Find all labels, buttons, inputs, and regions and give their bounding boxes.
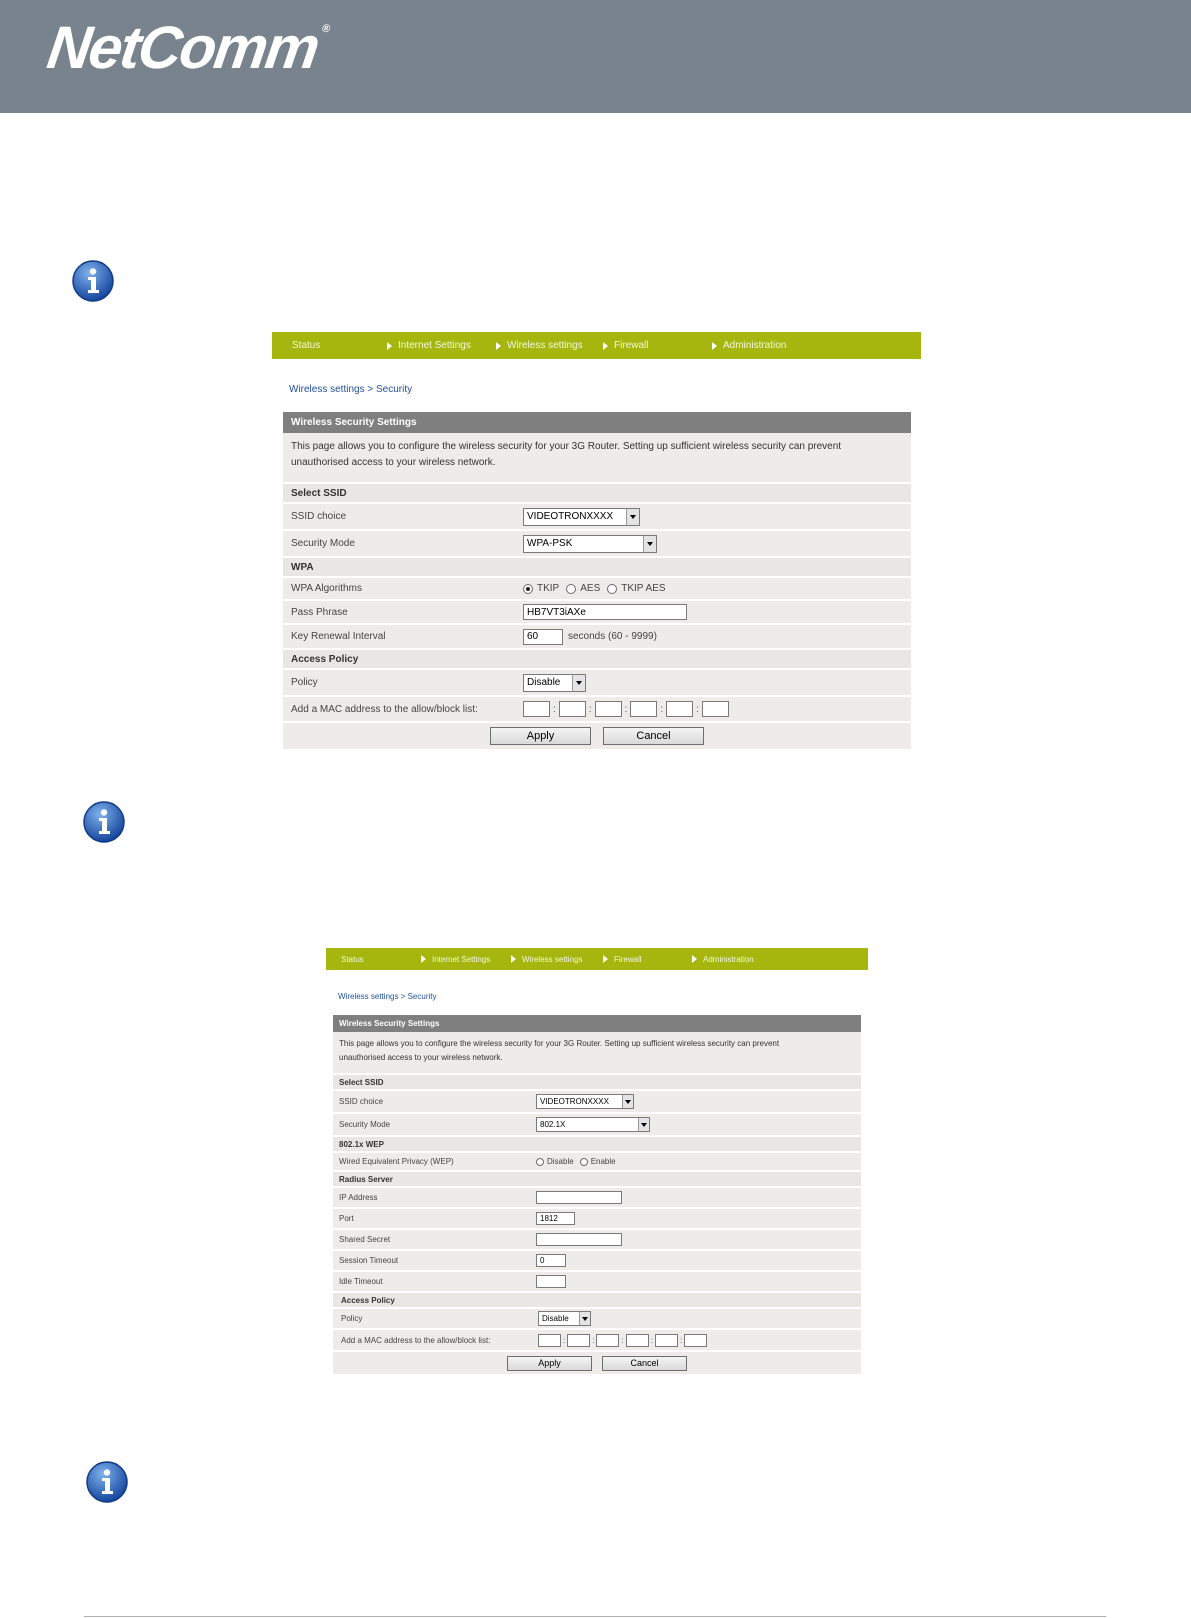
ssid-choice-select[interactable] [523, 508, 640, 526]
panel-title: Wireless Security Settings [283, 412, 911, 433]
mac-octet-input[interactable] [666, 701, 693, 717]
mac-separator: : [621, 1335, 624, 1345]
arrow-right-icon [603, 955, 608, 963]
radio-tkip[interactable] [523, 584, 533, 594]
section-access-policy: Access Policy [333, 1293, 861, 1309]
panel-description [333, 1032, 861, 1075]
mac-octet-input[interactable] [596, 1334, 619, 1347]
nav-item-firewall[interactable] [603, 332, 648, 359]
mac-octet-input[interactable] [626, 1334, 649, 1347]
shared-secret-row [333, 1230, 861, 1251]
nav-label: Firewall [614, 340, 649, 351]
chevron-down-icon [626, 509, 639, 525]
arrow-right-icon [692, 955, 697, 963]
nav-label: Internet Settings [398, 340, 471, 351]
field-label: Port [339, 1214, 354, 1223]
info-icon [71, 259, 115, 303]
port-input[interactable]: 1812 [536, 1212, 575, 1225]
section-access-policy: Access Policy [283, 650, 911, 670]
nav-item-wireless-settings[interactable] [511, 948, 582, 970]
chevron-down-icon [643, 536, 656, 552]
idle-timeout-row [333, 1272, 861, 1293]
session-timeout-input[interactable]: 0 [536, 1254, 566, 1267]
arrow-right-icon [603, 342, 608, 350]
field-label: Pass Phrase [291, 606, 348, 618]
policy-row [283, 670, 911, 697]
section-wpa: WPA [283, 558, 911, 578]
field-label: Add a MAC address to the allow/block list: [341, 1335, 491, 1345]
nav-item-status[interactable] [292, 332, 320, 359]
nav-item-internet-settings[interactable] [387, 332, 471, 359]
chevron-down-icon [622, 1095, 633, 1108]
panel-description [283, 433, 911, 484]
mac-octet-input[interactable] [523, 701, 550, 717]
mac-separator: : [650, 1335, 653, 1345]
arrow-right-icon [387, 342, 392, 350]
mac-octet-input[interactable] [702, 701, 729, 717]
mac-address-row [283, 697, 911, 723]
8021x-screenshot [326, 948, 868, 1383]
form-buttons [283, 723, 911, 749]
security-settings-panel [333, 1015, 861, 1374]
policy-select[interactable] [523, 674, 586, 692]
wpa-psk-screenshot [272, 332, 921, 752]
description-line: This page allows you to configure the wireless security for your 3G Router. Setting up sufficient wireless security can prevent [291, 441, 842, 452]
field-label: Wired Equivalent Privacy (WEP) [339, 1157, 454, 1166]
description-line: unauthorised access to your wireless network. [339, 1053, 503, 1062]
idle-timeout-input[interactable] [536, 1275, 566, 1288]
arrow-right-icon [712, 342, 717, 350]
option-label: AES [580, 583, 601, 594]
mac-octet-input[interactable] [538, 1334, 561, 1347]
session-timeout-row [333, 1251, 861, 1272]
nav-label: Administration [703, 954, 754, 964]
ip-address-input[interactable] [536, 1191, 622, 1204]
field-label: Idle Timeout [339, 1277, 383, 1286]
mac-octet-input[interactable] [567, 1334, 590, 1347]
mac-octet-input[interactable] [595, 701, 622, 717]
select-value: WPA-PSK [527, 538, 573, 549]
select-value: Disable [542, 1314, 569, 1323]
arrow-right-icon [421, 955, 426, 963]
mac-octet-input[interactable] [630, 701, 657, 717]
panel-title: Wireless Security Settings [333, 1015, 861, 1032]
ssid-choice-row [333, 1091, 861, 1114]
key-renewal-row [283, 625, 911, 650]
nav-item-wireless-settings[interactable] [496, 332, 583, 359]
pass-phrase-input[interactable]: HB7VT3iAXe [523, 604, 687, 620]
ip-address-row [333, 1188, 861, 1209]
nav-label: Wireless settings [507, 340, 583, 351]
select-value: VIDEOTRONXXXX [540, 1097, 609, 1106]
security-mode-select[interactable] [523, 535, 657, 553]
mac-octet-input[interactable] [559, 701, 586, 717]
mac-separator: : [592, 1335, 595, 1345]
arrow-right-icon [511, 955, 516, 963]
field-label: Security Mode [339, 1120, 391, 1129]
select-value: 802.1X [540, 1120, 566, 1129]
security-settings-panel [283, 412, 911, 749]
chevron-down-icon [638, 1118, 649, 1131]
option-label: Disable [547, 1157, 574, 1166]
field-label: Session Timeout [339, 1256, 399, 1265]
field-label: SSID choice [291, 511, 347, 522]
field-label: Policy [341, 1314, 363, 1323]
radio-tkip-aes[interactable] [607, 584, 617, 594]
registered-mark: ® [321, 23, 329, 35]
radio-wep-disable[interactable] [536, 1158, 544, 1166]
mac-separator: : [553, 703, 556, 715]
nav-label: Status [341, 954, 364, 964]
select-value: VIDEOTRONXXXX [527, 511, 614, 522]
field-label: Key Renewal Interval [291, 631, 386, 642]
security-mode-select[interactable] [536, 1117, 650, 1132]
policy-select[interactable] [538, 1311, 591, 1326]
cancel-button[interactable]: Cancel [602, 1356, 687, 1371]
nav-label: Internet Settings [432, 954, 491, 964]
apply-button[interactable]: Apply [507, 1356, 592, 1371]
key-renewal-input[interactable]: 60 [523, 629, 563, 645]
security-mode-row [333, 1114, 861, 1137]
field-label: SSID choice [339, 1097, 384, 1106]
mac-octet-input[interactable] [684, 1334, 707, 1347]
breadcrumb[interactable]: Wireless settings > Security [289, 384, 413, 395]
nav-label: Administration [723, 340, 787, 351]
chevron-down-icon [579, 1312, 590, 1325]
nav-item-firewall[interactable] [603, 948, 642, 970]
section-select-ssid: Select SSID [333, 1075, 861, 1091]
section-8021x-wep: 802.1x WEP [333, 1137, 861, 1153]
field-label: WPA Algorithms [291, 583, 362, 594]
ssid-choice-select[interactable] [536, 1094, 634, 1109]
nav-item-status[interactable] [341, 948, 364, 970]
radio-aes[interactable] [566, 584, 576, 594]
field-label: Policy [291, 677, 318, 688]
option-label: Enable [590, 1157, 616, 1166]
mac-separator: : [588, 703, 592, 715]
page-header-bar [0, 0, 1191, 113]
ssid-choice-row [283, 504, 911, 531]
shared-secret-input[interactable] [536, 1233, 622, 1246]
apply-button[interactable]: Apply [490, 727, 591, 745]
mac-separator: : [679, 1335, 683, 1345]
router-nav-bar [326, 948, 868, 970]
field-label: Add a MAC address to the allow/block list: [291, 703, 478, 715]
form-buttons [333, 1352, 861, 1374]
mac-address-row [333, 1330, 861, 1352]
mac-separator: : [660, 703, 664, 715]
select-value: Disable [527, 677, 561, 688]
info-icon [82, 800, 126, 844]
description-line: unauthorised access to your wireless network. [291, 457, 496, 468]
brand-name: NetComm [43, 14, 323, 81]
breadcrumb[interactable]: Wireless settings > Security [338, 992, 437, 1001]
wpa-algorithms-row [283, 578, 911, 601]
policy-row [333, 1309, 861, 1330]
netcomm-logo [43, 14, 330, 81]
key-renewal-unit: seconds (60 - 9999) [568, 631, 657, 642]
field-label: Security Mode [291, 538, 355, 549]
nav-label: Firewall [614, 954, 642, 964]
mac-separator: : [563, 1335, 566, 1345]
option-label: TKIP AES [621, 583, 666, 594]
footer-divider [84, 1616, 1106, 1617]
mac-separator: : [696, 703, 699, 715]
arrow-right-icon [496, 342, 501, 350]
wep-row [333, 1153, 861, 1172]
nav-item-administration[interactable] [692, 948, 754, 970]
description-line: This page allows you to configure the wireless security for your 3G Router. Setting up sufficient wireless security can prevent [339, 1039, 780, 1048]
pass-phrase-row [283, 601, 911, 625]
section-radius-server: Radius Server [333, 1172, 861, 1188]
radio-wep-enable[interactable] [580, 1158, 588, 1166]
nav-label: Status [292, 340, 321, 351]
nav-label: Wireless settings [522, 954, 583, 964]
info-icon [85, 1460, 129, 1504]
nav-item-internet-settings[interactable] [421, 948, 490, 970]
field-label: Shared Secret [339, 1235, 391, 1244]
mac-octet-input[interactable] [655, 1334, 678, 1347]
option-label: TKIP [537, 583, 560, 594]
nav-item-administration[interactable] [712, 332, 786, 359]
mac-separator: : [624, 703, 628, 715]
router-nav-bar [272, 332, 921, 359]
section-select-ssid: Select SSID [283, 484, 911, 504]
port-row [333, 1209, 861, 1230]
field-label: IP Address [339, 1193, 378, 1202]
chevron-down-icon [572, 675, 585, 691]
security-mode-row [283, 531, 911, 558]
cancel-button[interactable]: Cancel [603, 727, 704, 745]
